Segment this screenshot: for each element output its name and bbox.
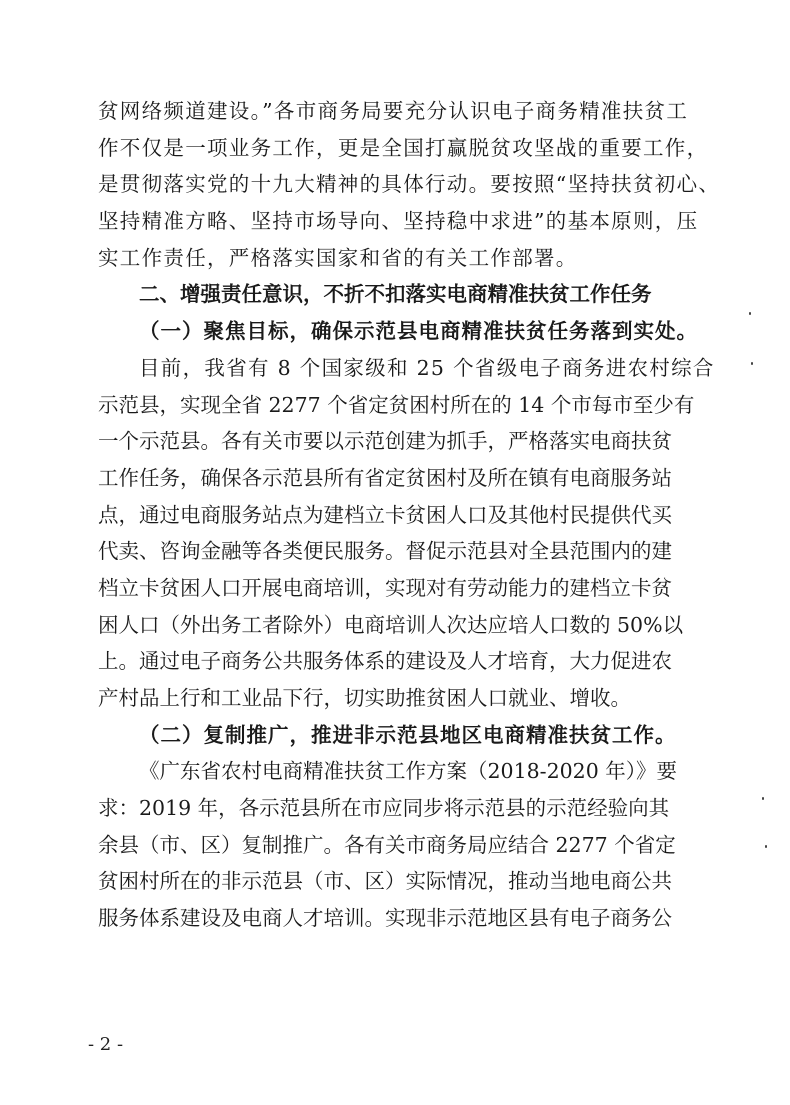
body-line: 余县（市、区）复制推广。各有关市商务局应结合 2277 个省定 (98, 832, 676, 857)
body-line: 贫困村所在的非示范县（市、区）实际情况，推动当地电商公共 (98, 869, 672, 894)
body-line: 上。通过电子商务公共服务体系的建设及人才培育，大力促进农 (98, 649, 672, 674)
body-line: 求：2019 年，各示范县所在市应同步将示范县的示范经验向其 (98, 796, 670, 821)
subsection-heading: （二）复制推广，推进非示范县地区电商精准扶贫工作。 (139, 722, 677, 747)
body-line: 档立卡贫困人口开展电商培训，实现对有劳动能力的建档立卡贫 (98, 575, 672, 600)
body-line: 代卖、咨询金融等各类便民服务。督促示范县对全县范围内的建 (98, 539, 672, 564)
body-line: 贫网络频道建设。”各市商务局要充分认识电子商务精准扶贫工 (98, 99, 689, 123)
body-line: 困人口（外出务工者除外）电商培训人次达应培人口数的 50%以 (98, 612, 684, 637)
body-line: 《广东省农村电商精准扶贫工作方案（2018-2020 年）》要 (139, 759, 678, 784)
body-line: 工作任务，确保各示范县所有省定贫困村及所在镇有电商服务站 (98, 465, 672, 490)
body-line: 目前，我省有 8 个国家级和 25 个省级电子商务进农村综合 (139, 355, 715, 380)
body-line: 是贯彻落实党的十九大精神的具体行动。要按照“坚持扶贫初心、 (98, 172, 721, 197)
body-line: 点，通过电商服务站点为建档立卡贫困人口及其他村民提供代买 (98, 502, 672, 527)
body-line: 产村品上行和工业品下行，切实助推贫困人口就业、增收。 (98, 686, 631, 710)
document-body (98, 93, 721, 937)
section-heading: 二、增强责任意识，不折不扣落实电商精准扶贫工作任务 (139, 282, 652, 307)
scan-speck (749, 312, 751, 315)
scan-speck (751, 362, 753, 365)
scan-speck (765, 845, 767, 848)
body-line: 实工作责任，严格落实国家和省的有关工作部署。 (98, 245, 578, 270)
body-line: 服务体系建设及电商人才培训。实现非示范地区县有电子商务公 (98, 906, 672, 931)
subsection-heading: （一）聚焦目标，确保示范县电商精准扶贫任务落到实处。 (139, 319, 698, 344)
body-line: 一个示范县。各有关市要以示范创建为抓手，严格落实电商扶贫 (98, 429, 672, 454)
body-line: 示范县，实现全省 2277 个省定贫困村所在的 14 个市每市至少有 (98, 392, 695, 417)
scan-speck (762, 797, 764, 800)
body-line: 作不仅是一项业务工作，更是全国打赢脱贫攻坚战的重要工作， (98, 135, 709, 160)
body-line: 坚持精准方略、坚持市场导向、坚持稳中求进”的基本原则，压 (98, 209, 699, 234)
page-number: - 2 - (88, 1034, 124, 1055)
